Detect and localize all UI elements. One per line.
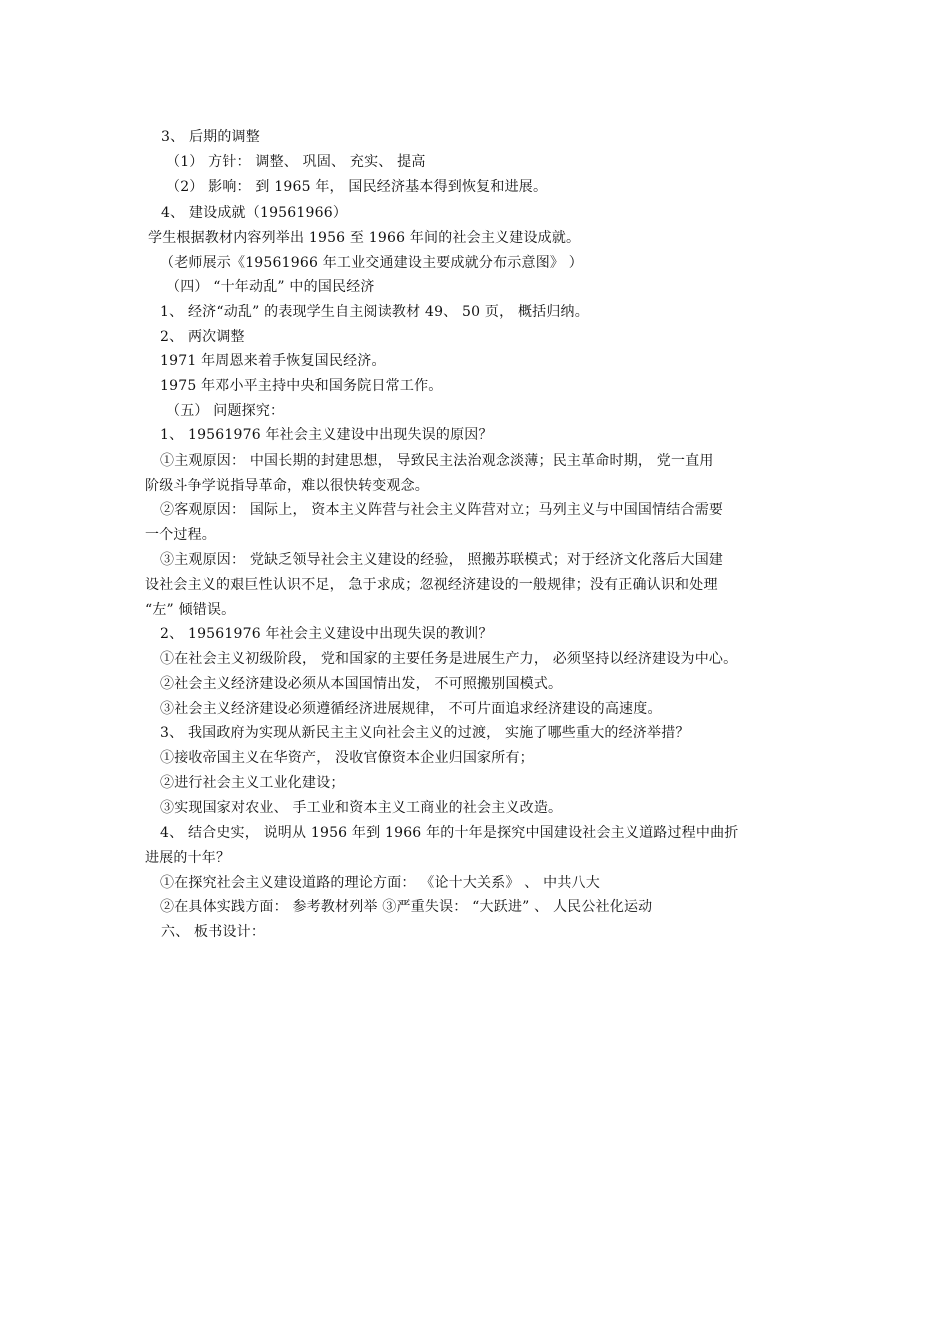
text-line: 阶级斗争学说指导革命，难以很快转变观念。	[145, 478, 429, 494]
text-line: （1） 方针： 调整、 巩固、 充实、 提高	[166, 154, 426, 170]
text-line: 4、 建设成就（19561966）	[161, 205, 348, 221]
text-line: 4、 结合史实， 说明从 1956 年到 1966 年的十年是探究中国建设社会主义道路过程中曲折	[160, 825, 739, 841]
text-line: ①在探究社会主义建设道路的理论方面： 《论十大关系》 、 中共八大	[160, 875, 600, 891]
text-line: ②社会主义经济建设必须从本国国情出发， 不可照搬别国模式。	[160, 676, 563, 692]
text-line: ②在具体实践方面： 参考教材列举 ③严重失误： “大跃进” 、 人民公社化运动	[160, 899, 653, 915]
text-line: ②客观原因： 国际上， 资本主义阵营与社会主义阵营对立；马列主义与中国国情结合需要	[160, 502, 724, 518]
text-line: 2、 19561976 年社会主义建设中出现失误的教训？	[160, 626, 493, 642]
text-line: 六、 板书设计：	[161, 924, 266, 940]
text-line: （四） “十年动乱” 中的国民经济	[166, 279, 375, 295]
text-line: （老师展示《19561966 年工业交通建设主要成就分布示意图》 ）	[160, 255, 583, 271]
text-line: 1971 年周恩来着手恢复国民经济。	[160, 353, 386, 369]
text-line: “左” 倾错误。	[145, 602, 236, 618]
text-line: ③主观原因： 党缺乏领导社会主义建设的经验， 照搬苏联模式；对于经济文化落后大国建	[160, 552, 724, 568]
text-line: ③社会主义经济建设必须遵循经济进展规律， 不可片面追求经济建设的高速度。	[160, 701, 662, 717]
text-line: ②进行社会主义工业化建设；	[160, 775, 345, 791]
text-line: 1、 经济“动乱” 的表现学生自主阅读教材 49、 50 页， 概括归纳。	[160, 304, 589, 320]
text-line: 一个过程。	[145, 527, 216, 543]
text-line: 1、 19561976 年社会主义建设中出现失误的原因？	[160, 427, 493, 443]
text-line: 进展的十年？	[145, 850, 231, 866]
text-line: （2） 影响： 到 1965 年， 国民经济基本得到恢复和进展。	[166, 179, 548, 195]
text-line: 设社会主义的艰巨性认识不足， 急于求成；忽视经济建设的一般规律；没有正确认识和处理	[145, 577, 718, 593]
text-line: 2、 两次调整	[160, 329, 245, 345]
text-line: （五） 问题探究：	[166, 403, 285, 419]
text-line: 1975 年邓小平主持中央和国务院日常工作。	[160, 378, 443, 394]
text-line: 3、 后期的调整	[161, 129, 260, 145]
text-line: 3、 我国政府为实现从新民主主义向社会主义的过渡， 实施了哪些重大的经济举措？	[160, 725, 690, 741]
text-line: ①接收帝国主义在华资产， 没收官僚资本企业归国家所有；	[160, 750, 534, 766]
text-line: ①主观原因： 中国长期的封建思想， 导致民主法治观念淡薄；民主革命时期， 党一直用	[160, 453, 714, 469]
text-line: ③实现国家对农业、 手工业和资本主义工商业的社会主义改造。	[160, 800, 563, 816]
text-line: ①在社会主义初级阶段， 党和国家的主要任务是进展生产力， 必须坚持以经济建设为中心。	[160, 651, 738, 667]
text-line: 学生根据教材内容列举出 1956 至 1966 年间的社会主义建设成就。	[148, 230, 581, 246]
